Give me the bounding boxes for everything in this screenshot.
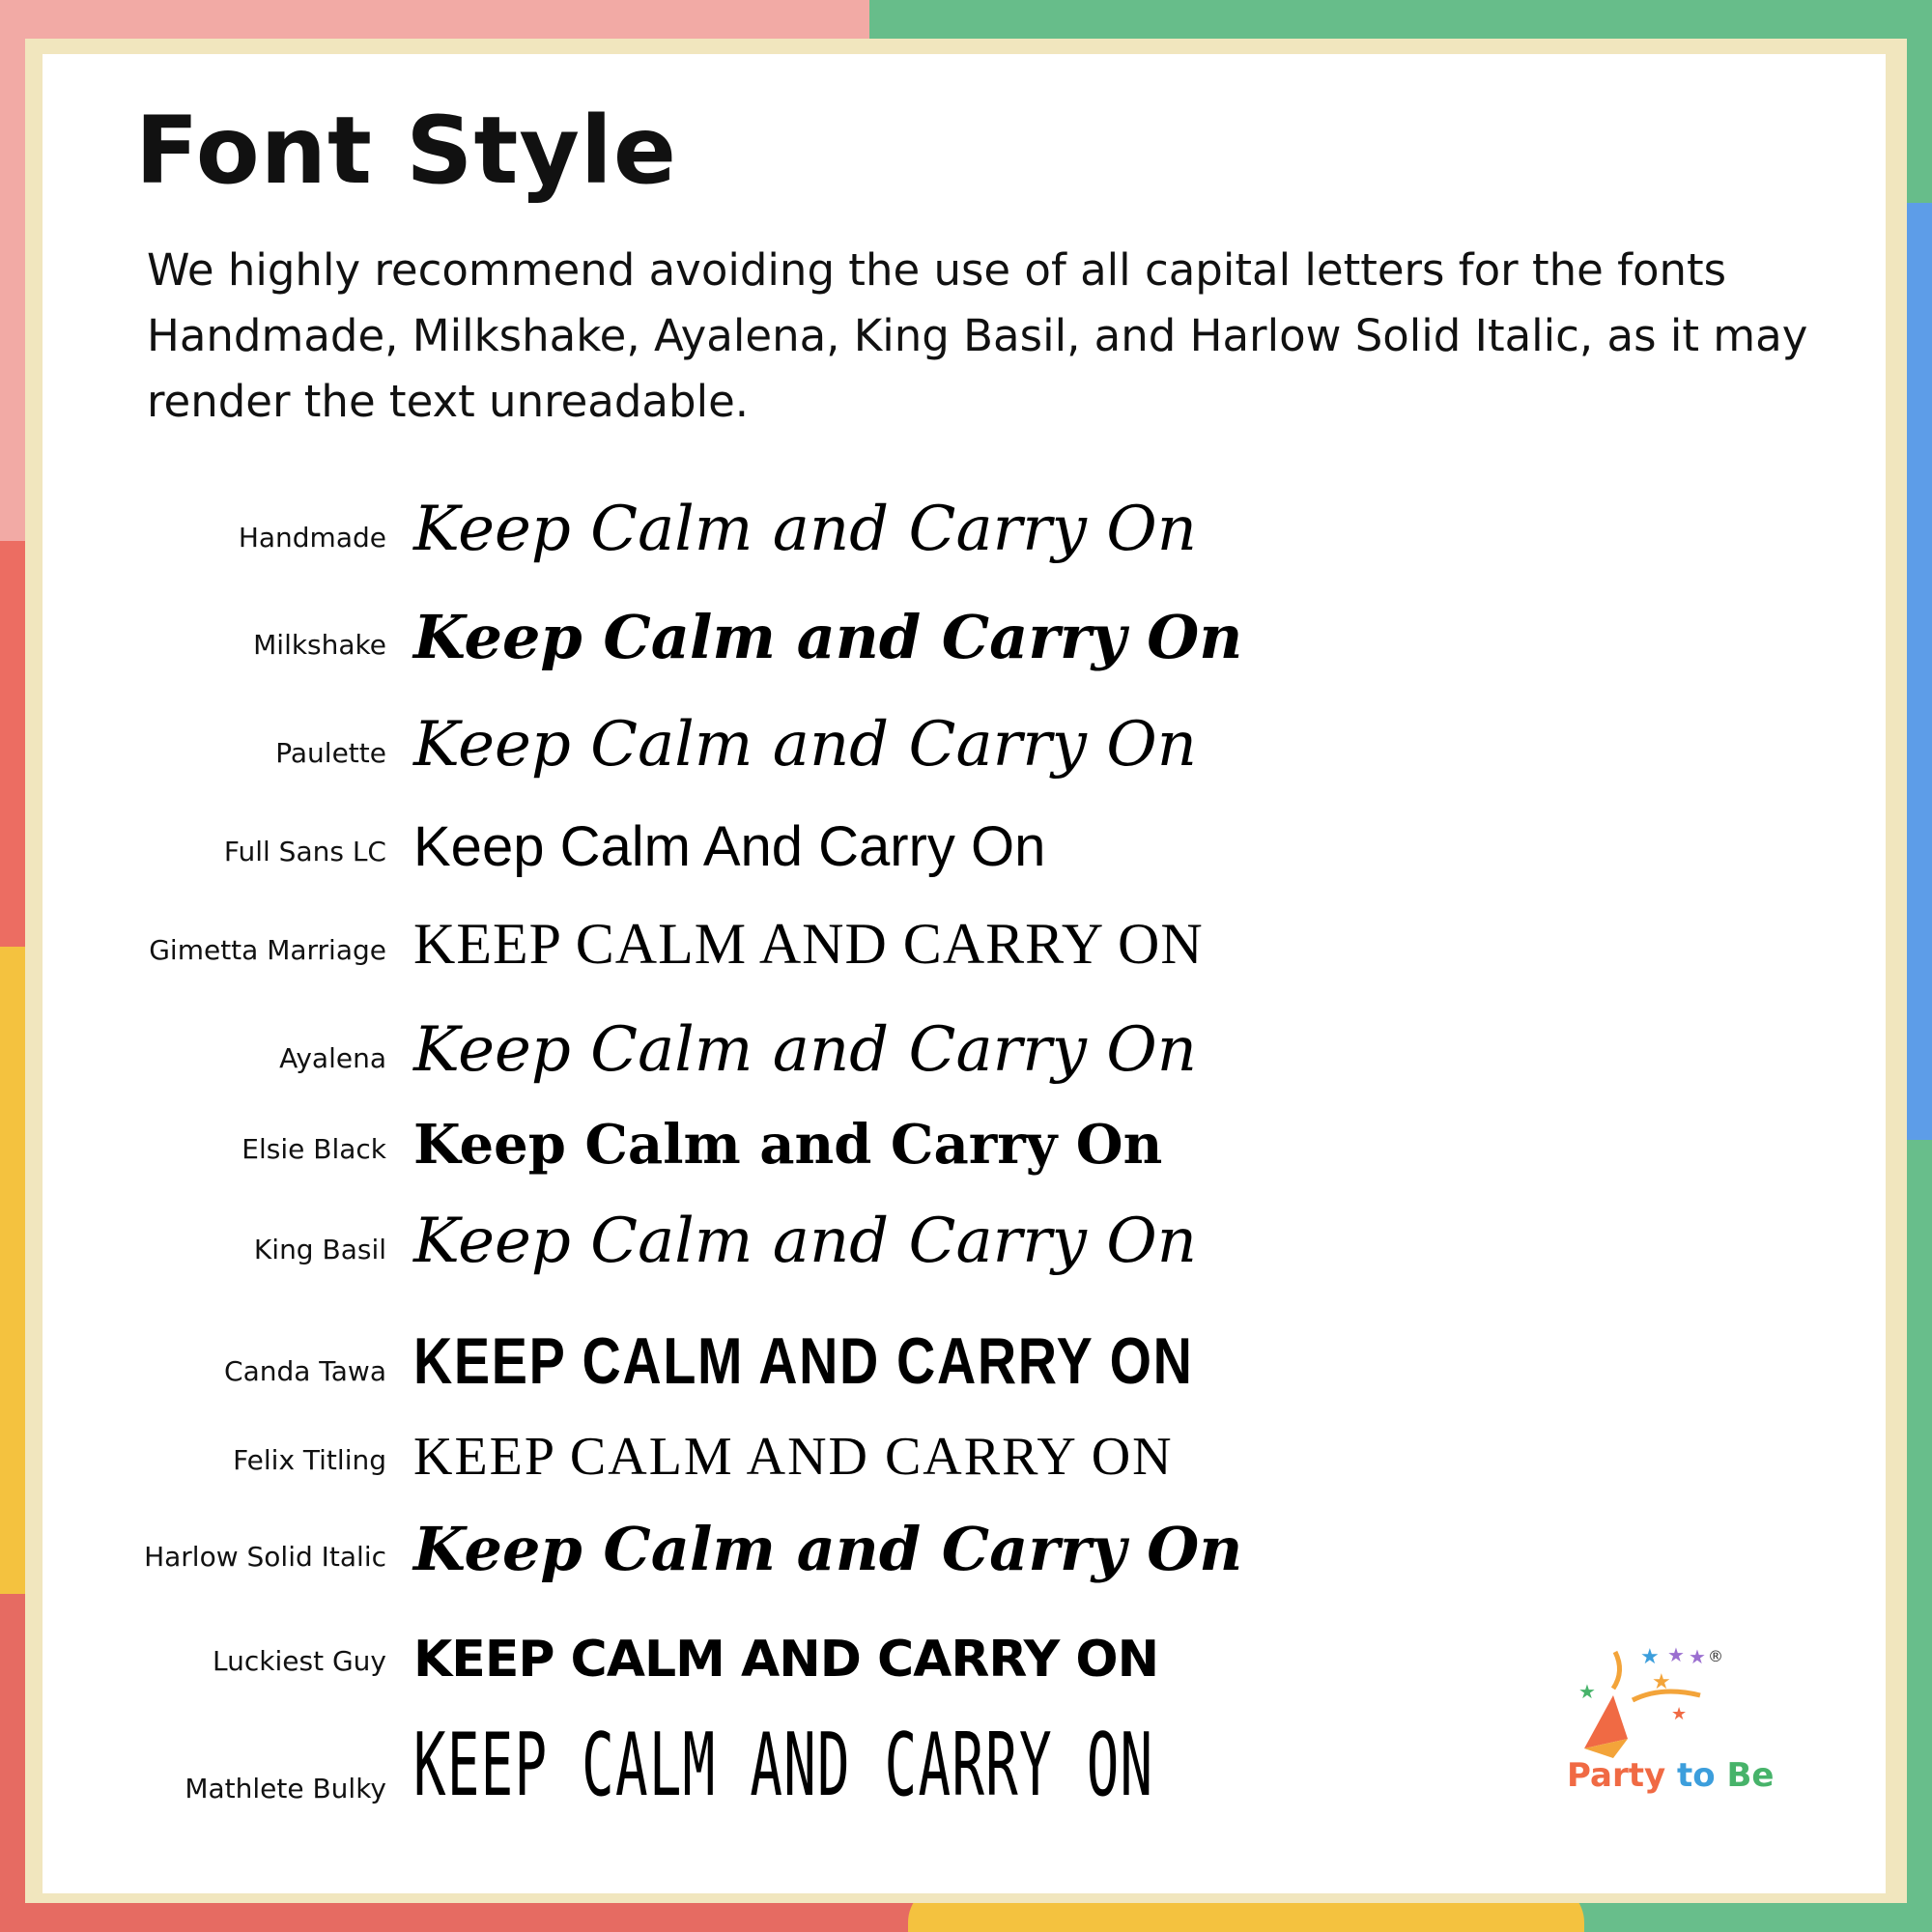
font-sample: Keep Calm and Carry On — [413, 1206, 1197, 1277]
font-name: King Basil — [253, 1234, 386, 1265]
star-icon: ★ — [1671, 1704, 1688, 1724]
brand-name — [1567, 1756, 1774, 1795]
font-row-mathlete-bulky — [0, 1715, 1154, 1826]
intro-text: We highly recommend avoiding the use of all capital letters for the fonts Handmade, Milkshake, Ayalena, King Basil, and Harlow Solid Italic, as it may render the text unreadable. — [147, 244, 1808, 427]
font-row-handmade — [0, 478, 1197, 575]
font-name: Paulette — [275, 737, 386, 769]
font-row-elsie-black — [0, 1090, 1163, 1186]
font-sample: KEEP CALM AND CARRY ON — [413, 1631, 1159, 1689]
font-sample: Keep Calm and Carry On — [413, 602, 1243, 672]
brand-word: Be — [1726, 1756, 1775, 1795]
font-name: Harlow Solid Italic — [144, 1541, 386, 1573]
font-sample: Keep Calm And Carry On — [413, 815, 1046, 878]
font-row-gimetta-marriage — [0, 891, 1204, 987]
font-sample: KEEP CALM AND CARRY ON — [413, 1324, 1194, 1398]
font-name: Full Sans LC — [223, 836, 386, 867]
font-row-harlow-solid-italic — [0, 1497, 1243, 1594]
font-row-milkshake — [0, 585, 1243, 682]
font-name: Elsie Black — [242, 1133, 386, 1165]
star-icon: ★ — [1689, 1645, 1706, 1668]
font-row-luckiest-guy — [0, 1602, 1159, 1698]
font-sample: Keep Calm and Carry On — [413, 709, 1197, 781]
font-sample: Keep Calm and Carry On — [413, 494, 1197, 565]
page-title: Font Style — [135, 97, 677, 205]
brand-word: Party — [1567, 1756, 1666, 1795]
font-row-ayalena — [0, 999, 1197, 1095]
font-name: Luckiest Guy — [213, 1645, 386, 1677]
registered-mark: ® — [1708, 1647, 1723, 1665]
font-sample: Keep Calm and Carry On — [413, 1113, 1163, 1177]
font-name: Ayalena — [279, 1042, 386, 1074]
font-sample: KEEP CALM AND CARRY ON — [413, 912, 1204, 976]
font-row-felix-titling — [0, 1401, 1174, 1497]
font-sample: KEEP CALM AND CARRY ON — [413, 1427, 1174, 1487]
font-sample: Keep Calm and Carry On — [413, 1514, 1243, 1584]
font-row-canda-tawa — [0, 1312, 1194, 1408]
brand-word: to — [1676, 1756, 1716, 1795]
font-name: Handmade — [238, 522, 386, 554]
font-name: Canda Tawa — [224, 1355, 386, 1387]
font-sample: KEEP CALM AND CARRY ON — [413, 1715, 1154, 1816]
font-row-full-sans-lc — [0, 792, 1121, 889]
font-name: Felix Titling — [233, 1444, 386, 1476]
font-name: Mathlete Bulky — [185, 1773, 386, 1804]
star-icon: ★ — [1640, 1645, 1660, 1669]
font-name: Milkshake — [253, 629, 386, 661]
font-row-king-basil — [0, 1190, 1197, 1287]
font-row-paulette — [0, 694, 1197, 790]
star-icon: ★ — [1667, 1643, 1685, 1666]
font-name: Gimetta Marriage — [149, 934, 386, 966]
star-icon: ★ — [1652, 1670, 1671, 1694]
star-icon: ★ — [1578, 1680, 1596, 1703]
font-sample: Keep Calm and Carry On — [413, 1014, 1197, 1086]
